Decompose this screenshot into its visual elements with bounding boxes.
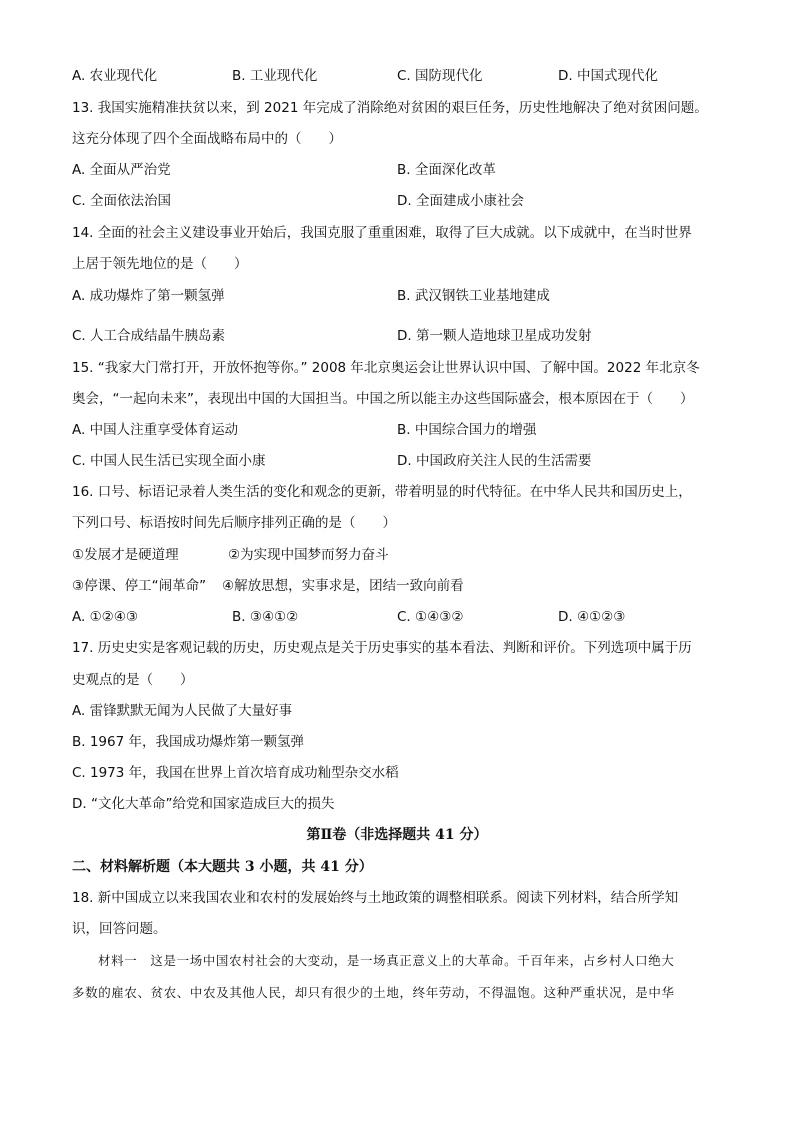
q17-option-c: C. 1973 年，我国在世界上首次培育成功籼型杂交水稻 bbox=[72, 765, 399, 781]
q14-option-c: C. 人工合成结晶牛胰岛素 bbox=[72, 328, 226, 344]
q16-item-2: ②为实现中国梦而努力奋斗 bbox=[228, 547, 389, 563]
q17-option-b: B. 1967 年，我国成功爆炸第一颗氢弹 bbox=[72, 734, 304, 750]
q18-stem-line2: 识，回答问题。 bbox=[72, 921, 167, 937]
q16-option-c: C. ①④③② bbox=[397, 609, 464, 625]
q14-option-d: D. 第一颗人造地球卫星成功发射 bbox=[397, 328, 592, 344]
q18-material-line1: 材料一 这是一场中国农村社会的大变动，是一场真正意义上的大革命。千百年来，占乡村人口绝大 bbox=[98, 953, 675, 968]
q17-stem-line1: 17. 历史史实是客观记载的历史，历史观点是关于历史事实的基本看法、判断和评价。下列选项中属于历 bbox=[72, 640, 692, 656]
q12-option-c: C. 国防现代化 bbox=[397, 68, 483, 84]
q13-option-d: D. 全面建成小康社会 bbox=[397, 193, 524, 209]
q15-option-a: A. 中国人注重享受体育运动 bbox=[72, 422, 239, 438]
q17-option-d: D. “文化大革命”给党和国家造成巨大的损失 bbox=[72, 796, 335, 812]
q16-item-1: ①发展才是硬道理 bbox=[72, 547, 179, 563]
section2-title: 二、材料解析题（本大题共 3 小题，共 41 分） bbox=[72, 859, 373, 875]
q12-option-a: A. 农业现代化 bbox=[72, 68, 158, 84]
q13-stem-line2: 这充分体现了四个全面战略布局中的（ ） bbox=[72, 131, 342, 147]
q16-stem-line1: 16. 口号、标语记录着人类生活的变化和观念的更新，带着明显的时代特征。在中华人民共和国历史上， bbox=[72, 484, 692, 500]
q14-stem-line2: 上居于领先地位的是（ ） bbox=[72, 256, 248, 272]
q14-option-a: A. 成功爆炸了第一颗氢弹 bbox=[72, 288, 225, 304]
q13-option-c: C. 全面依法治国 bbox=[72, 193, 172, 209]
q16-option-b: B. ③④①② bbox=[232, 609, 299, 625]
q13-option-b: B. 全面深化改革 bbox=[397, 162, 496, 178]
q16-option-d: D. ④①②③ bbox=[558, 609, 626, 625]
q15-option-d: D. 中国政府关注人民的生活需要 bbox=[397, 453, 592, 469]
q14-option-b: B. 武汉钢铁工业基地建成 bbox=[397, 288, 550, 304]
q16-item-3: ③停课、停工“闹革命” bbox=[72, 578, 207, 594]
q15-option-c: C. 中国人民生活已实现全面小康 bbox=[72, 453, 266, 469]
q14-stem-line1: 14. 全面的社会主义建设事业开始后，我国克服了重重困难，取得了巨大成就。以下成就中，在当时世界 bbox=[72, 225, 692, 241]
part2-title: 第Ⅱ卷（非选择题共 41 分） bbox=[306, 827, 488, 843]
q15-option-b: B. 中国综合国力的增强 bbox=[397, 422, 537, 438]
q16-stem-line2: 下列口号、标语按时间先后顺序排列正确的是（ ） bbox=[72, 515, 396, 531]
q16-option-a: A. ①②④③ bbox=[72, 609, 138, 625]
q15-stem-line1: 15. “我家大门常打开，开放怀抱等你。” 2008 年北京奥运会让世界认识中国、了解中国。2022 年北京冬 bbox=[72, 360, 700, 376]
q16-item-4: ④解放思想，实事求是，团结一致向前看 bbox=[222, 578, 464, 594]
q18-material-line2: 多数的雇农、贫农、中农及其他人民，却只有很少的土地，终年劳动，不得温饱。这种严重状况，是中华 bbox=[72, 985, 675, 1000]
q12-option-b: B. 工业现代化 bbox=[232, 68, 318, 84]
q17-stem-line2: 史观点的是（ ） bbox=[72, 672, 194, 688]
q17-option-a: A. 雷锋默默无闻为人民做了大量好事 bbox=[72, 703, 293, 719]
q15-stem-line2: 奥会，“一起向未来”，表现出中国的大国担当。中国之所以能主办这些国际盛会，根本原因在于（ ） bbox=[72, 391, 694, 407]
q13-option-a: A. 全面从严治党 bbox=[72, 162, 171, 178]
q13-stem-line1: 13. 我国实施精准扶贫以来，到 2021 年完成了消除绝对贫困的艰巨任务，历史性地解决了绝对贫困问题。 bbox=[72, 100, 708, 116]
q12-option-d: D. 中国式现代化 bbox=[558, 68, 658, 84]
q18-stem-line1: 18. 新中国成立以来我国农业和农村的发展始终与土地政策的调整相联系。阅读下列材料，结合所学知 bbox=[72, 890, 679, 906]
